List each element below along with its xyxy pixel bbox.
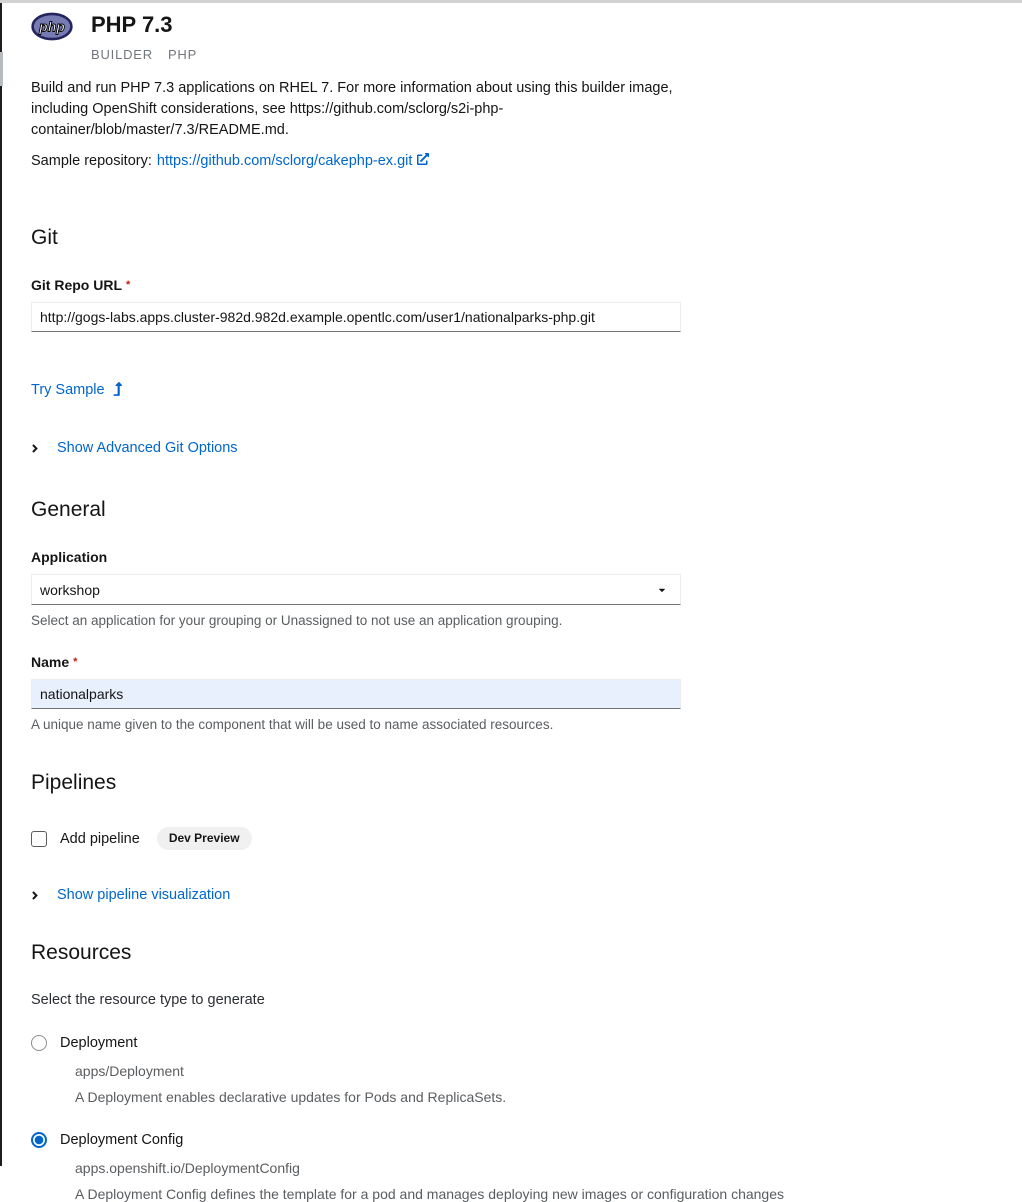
deployment-description: A Deployment enables declarative updates for Pods and ReplicaSets. (75, 1089, 507, 1105)
git-repo-url-input[interactable] (31, 302, 681, 332)
show-pipeline-visualization-link[interactable]: Show pipeline visualization (57, 887, 231, 903)
builder-badges (91, 47, 197, 62)
caret-down-icon[interactable] (657, 582, 667, 598)
left-edge-divider (0, 3, 2, 1166)
resources-section-heading: Resources (31, 941, 132, 964)
general-section-heading: General (31, 498, 106, 521)
level-up-icon[interactable] (105, 382, 124, 398)
top-divider (0, 0, 1022, 3)
sample-repo-link[interactable]: https://github.com/sclorg/cakephp-ex.git (156, 153, 413, 169)
name-label: Name (31, 654, 70, 670)
resources-subtitle: Select the resource type to generate (31, 992, 265, 1008)
sample-repo-label: Sample repository: (31, 153, 152, 169)
deployment-meta (75, 1064, 990, 1105)
chevron-right-icon[interactable] (31, 442, 39, 455)
application-select[interactable] (31, 574, 681, 605)
external-link-icon[interactable] (412, 153, 429, 169)
deployment-config-description: A Deployment Config defines the template for a pod and manages deploying new images or configuration changes (75, 1186, 785, 1202)
git-repo-url-label-row (31, 277, 990, 293)
deployment-config-radio[interactable] (31, 1132, 47, 1148)
builder-description: Build and run PHP 7.3 applications on RHEL 7. For more information about using this builder image, including OpenShift considerations, see https://github.com/sclorg/s2i-php-container/blob/master/7.3/README.md. (31, 80, 673, 138)
deployment-label[interactable]: Deployment (60, 1035, 138, 1051)
scrollbar-thumb[interactable] (0, 52, 3, 86)
name-label-row (31, 654, 990, 670)
builder-badge: BUILDER (91, 47, 153, 62)
builder-header (31, 11, 990, 62)
deployment-radio[interactable] (31, 1035, 47, 1051)
deployment-config-label[interactable]: Deployment Config (60, 1132, 184, 1148)
svg-text:php: php (39, 18, 65, 35)
application-help-text: Select an application for your grouping or Unassigned to not use an application grouping. (31, 613, 563, 628)
builder-header-text (91, 11, 197, 62)
add-pipeline-checkbox[interactable] (31, 831, 47, 847)
application-label: Application (31, 549, 108, 565)
resource-option-deployment-config (31, 1132, 990, 1202)
deployment-api: apps/Deployment (75, 1063, 184, 1079)
php-badge: PHP (167, 47, 198, 62)
deployment-config-meta (75, 1161, 990, 1202)
name-input[interactable] (31, 679, 681, 709)
add-pipeline-label[interactable]: Add pipeline (60, 830, 140, 847)
deployment-config-api: apps.openshift.io/DeploymentConfig (75, 1160, 300, 1176)
git-repo-url-label: Git Repo URL (31, 277, 122, 293)
php-logo-icon (31, 12, 73, 41)
required-asterisk: * (126, 279, 131, 291)
show-advanced-git-options-link[interactable]: Show Advanced Git Options (57, 440, 238, 456)
try-sample-row (31, 382, 990, 398)
git-section-heading: Git (31, 226, 58, 249)
name-help-text: A unique name given to the component that will be used to name associated resources. (31, 717, 554, 732)
application-select-value: workshop (40, 581, 100, 598)
required-asterisk: * (73, 656, 78, 668)
dev-preview-badge: Dev Preview (157, 827, 252, 850)
pipeline-visualization-toggle[interactable] (31, 887, 990, 903)
chevron-right-icon[interactable] (31, 889, 39, 902)
sample-repository-row (31, 153, 990, 169)
resource-option-deployment (31, 1035, 990, 1105)
advanced-git-options-toggle[interactable] (31, 440, 990, 456)
try-sample-link[interactable]: Try Sample (31, 382, 105, 398)
pipelines-section-heading: Pipelines (31, 771, 117, 794)
page-title: PHP 7.3 (91, 12, 173, 37)
add-pipeline-row (31, 827, 990, 850)
